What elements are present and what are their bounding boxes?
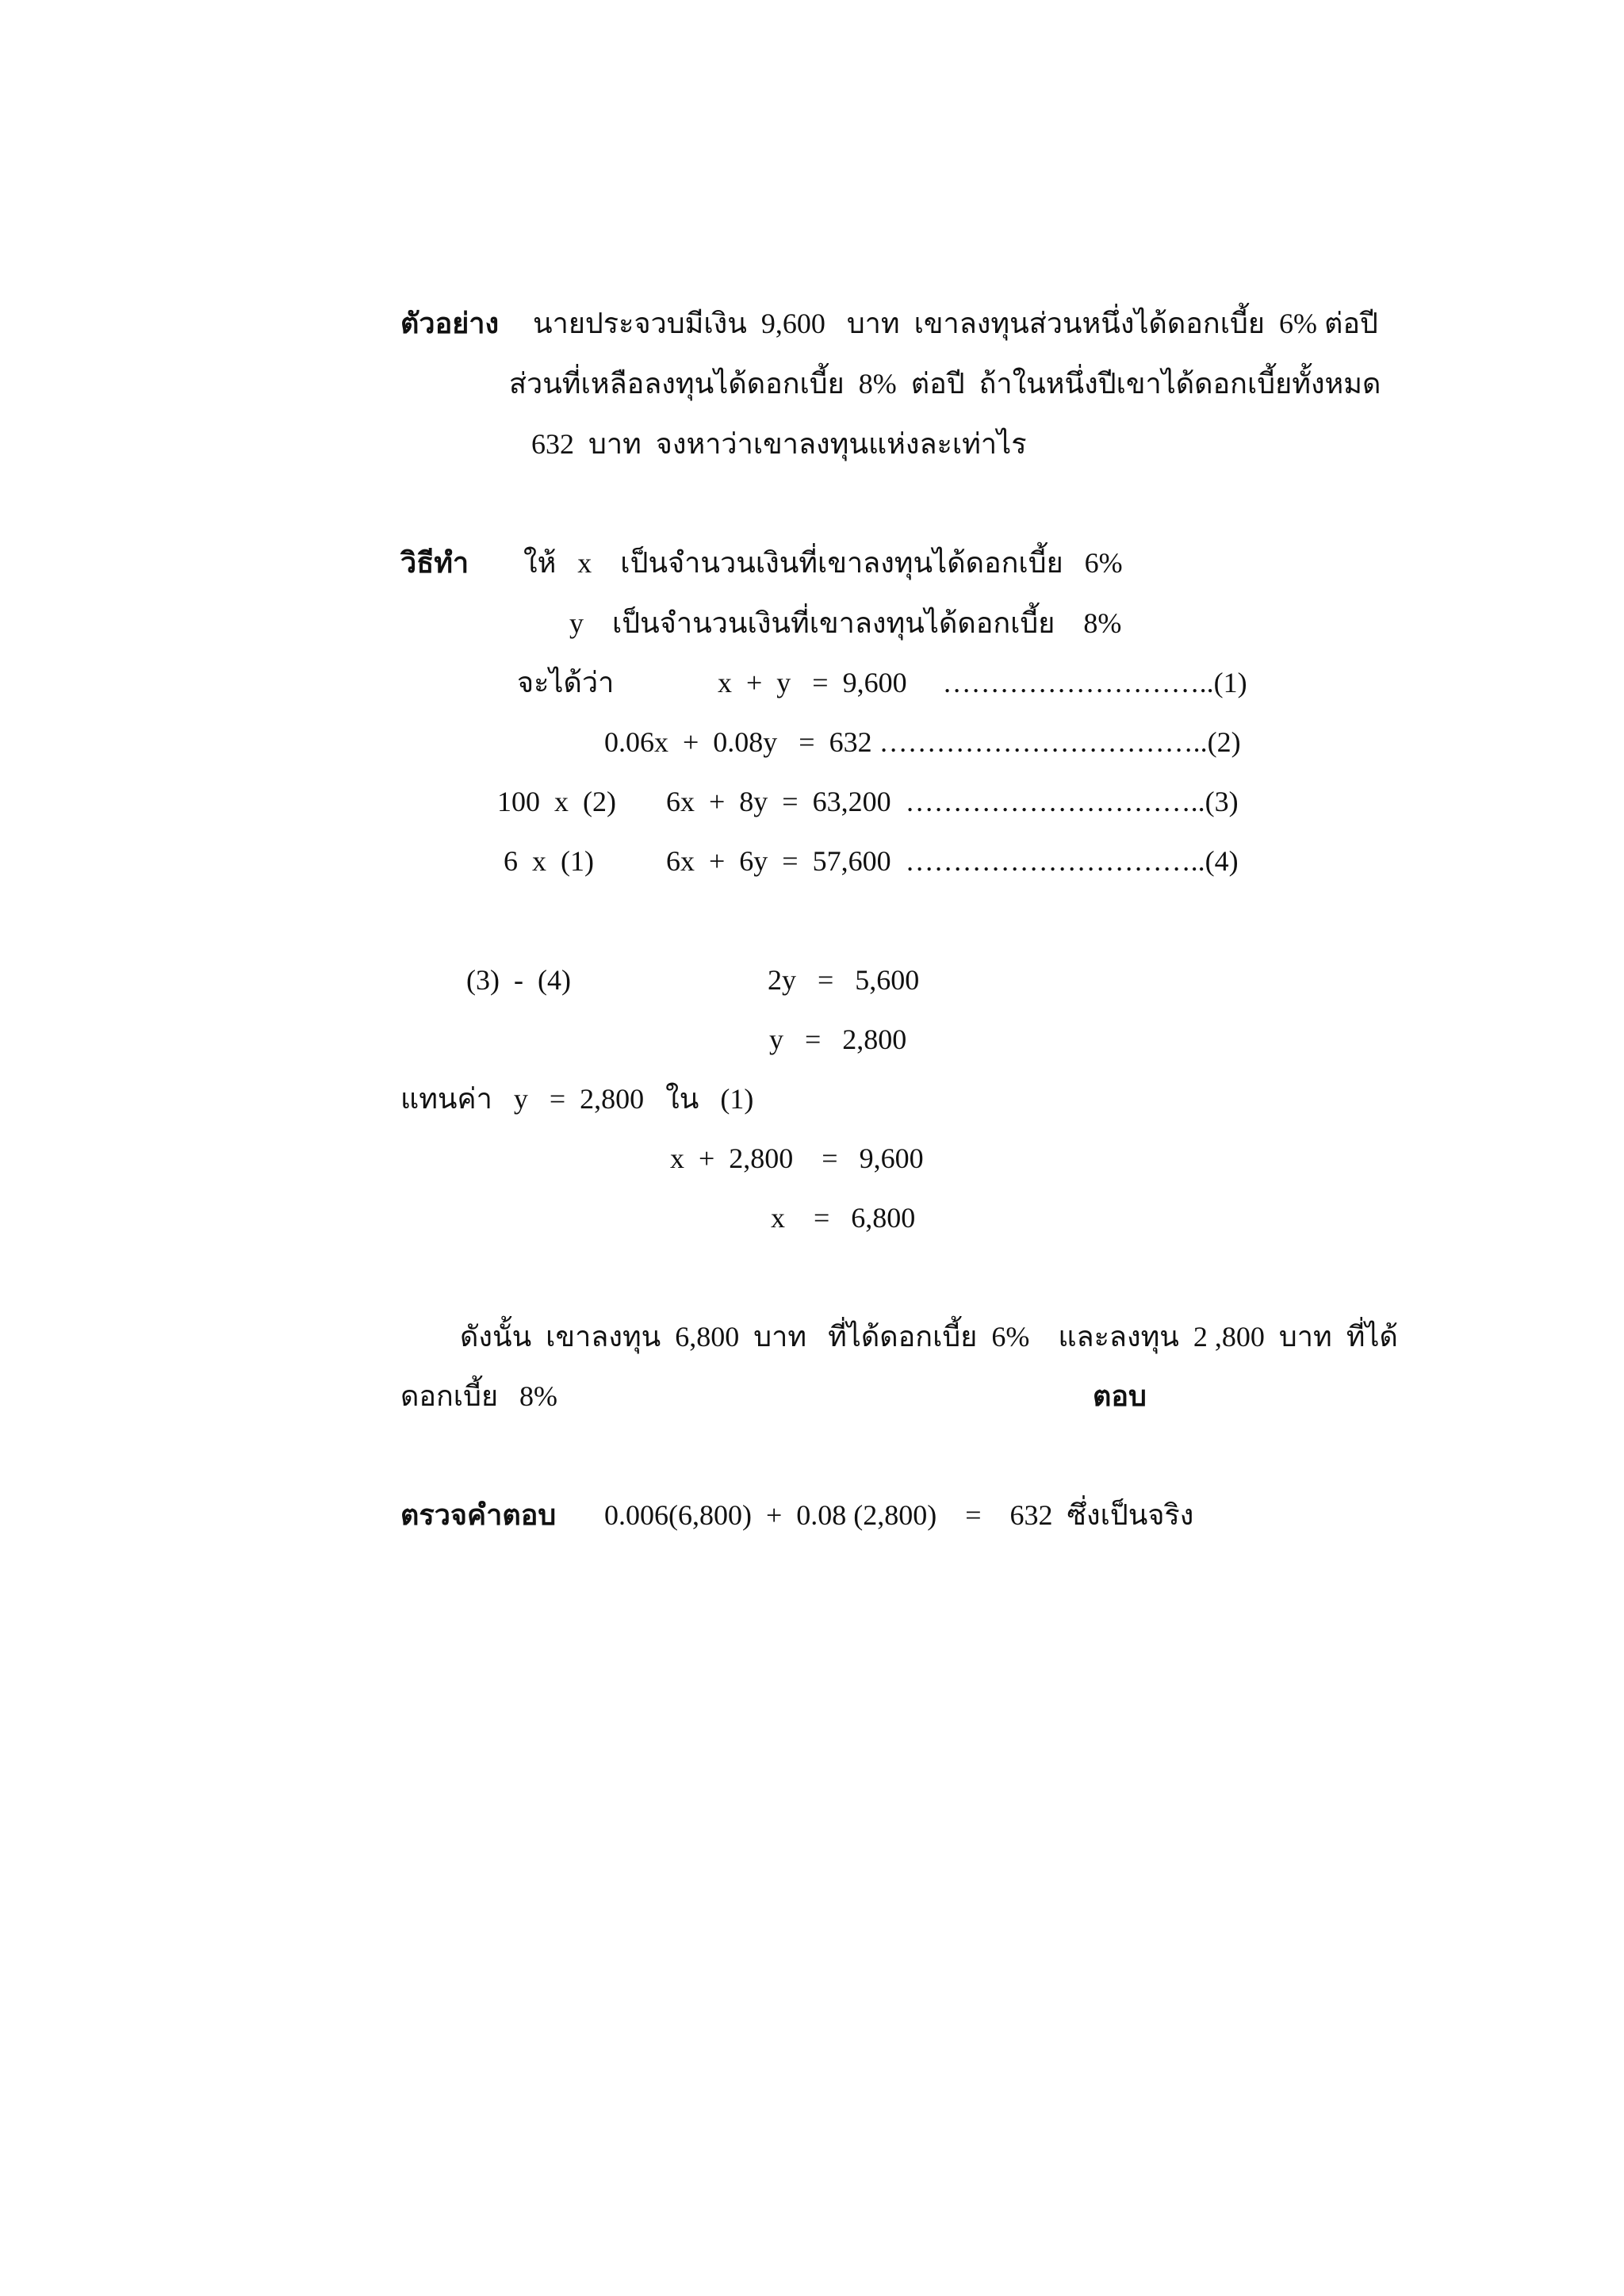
definition-x: ให้ x เป็นจำนวนเงินที่เขาลงทุนได้ดอกเบี้ย 6% <box>523 547 1123 579</box>
equation-4: 6x + 6y = 57,600 …………………………..(4) <box>666 845 1239 877</box>
thus-label: จะได้ว่า <box>517 667 615 698</box>
substitution-equation-2: x = 6,800 <box>771 1202 916 1234</box>
substitution-line: แทนค่า y = 2,800 ใน (1) <box>400 1083 754 1115</box>
method-label: วิธีทำ <box>400 547 469 579</box>
check-expression: 0.006(6,800) + 0.08 (2,800) = 632 ซึ่งเป็นจริง <box>604 1499 1194 1531</box>
equation-3-label: 100 x (2) <box>497 786 616 817</box>
conclusion-line-2: ดอกเบี้ย 8% <box>400 1380 558 1412</box>
check-label: ตรวจคำตอบ <box>400 1499 557 1531</box>
equation-2: 0.06x + 0.08y = 632 ……………………………..(2) <box>604 726 1241 758</box>
conclusion-line-1: ดังนั้น เขาลงทุน 6,800 บาท ที่ได้ดอกเบี้ย 6% และลงทุน 2 ,800 บาท ที่ได้ <box>460 1321 1398 1353</box>
substitution-equation-1: x + 2,800 = 9,600 <box>670 1142 924 1174</box>
subtraction-label: (3) - (4) <box>466 964 571 996</box>
equation-4-label: 6 x (1) <box>504 845 594 877</box>
definition-y: y เป็นจำนวนเงินที่เขาลงทุนได้ดอกเบี้ย 8% <box>569 607 1122 639</box>
example-line-2: ส่วนที่เหลือลงทุนได้ดอกเบี้ย 8% ต่อปี ถ้าในหนึ่งปีเขาได้ดอกเบี้ยทั้งหมด <box>509 368 1381 400</box>
equation-1: x + y = 9,600 ………………………..(1) <box>718 667 1247 698</box>
answer-label: ตอบ <box>1093 1380 1147 1412</box>
example-line-3: 632 บาท จงหาว่าเขาลงทุนแห่งละเท่าไร <box>531 428 1027 460</box>
equation-3: 6x + 8y = 63,200 …………………………..(3) <box>666 786 1239 817</box>
subtraction-equation-1: 2y = 5,600 <box>768 964 920 996</box>
example-line-1: นายประจวบมีเงิน 9,600 บาท เขาลงทุนส่วนหนึ่งได้ดอกเบี้ย 6% ต่อปี <box>533 308 1378 339</box>
example-label: ตัวอย่าง <box>400 308 500 339</box>
subtraction-equation-2: y = 2,800 <box>769 1024 907 1055</box>
